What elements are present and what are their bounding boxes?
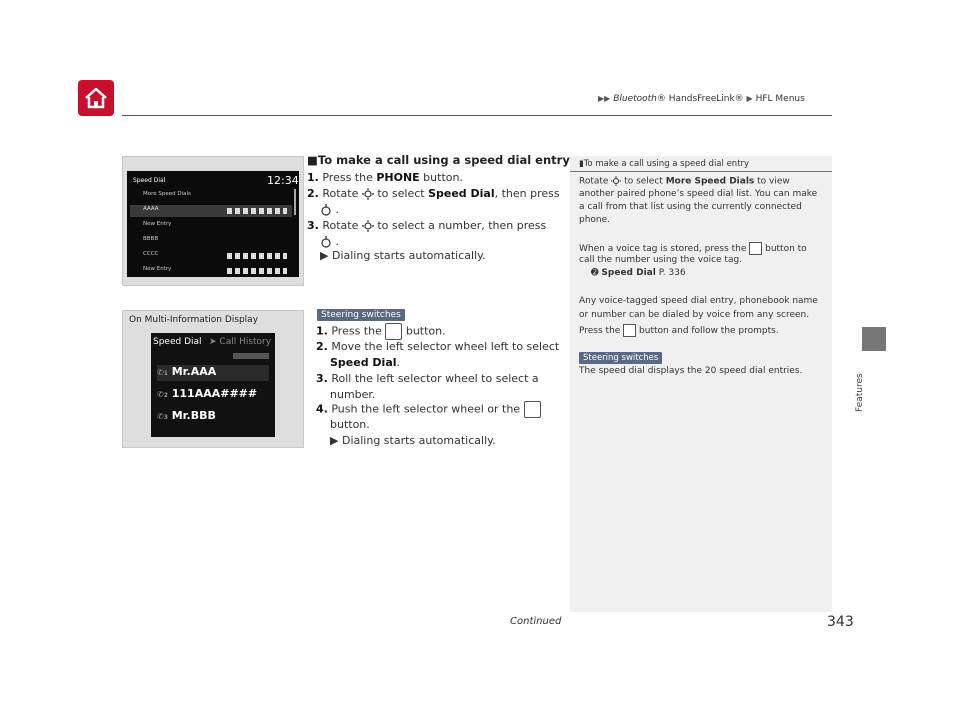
tab-speed-dial[interactable]: Speed Dial xyxy=(153,337,202,347)
note-bold: More Speed Dials xyxy=(665,176,755,187)
page-number: 343 xyxy=(827,614,854,630)
step-text: Move the left selector wheel left to select xyxy=(331,340,560,353)
note-line xyxy=(579,242,807,255)
breadcrumb xyxy=(598,94,805,104)
audio-display xyxy=(127,171,299,277)
tab-call-history-label: Call History xyxy=(219,337,272,347)
talk-button-icon xyxy=(749,242,762,255)
note-text: When a voice tag is stored, press the xyxy=(579,244,750,254)
result-arrow-icon: ▶ xyxy=(320,249,329,262)
notes-divider xyxy=(570,171,832,172)
press-knob-icon xyxy=(320,204,332,216)
step-text: to select a number, then press xyxy=(373,219,547,232)
phone-button-icon xyxy=(385,323,402,340)
list-item-number: 3 xyxy=(163,414,168,421)
figure-caption: On Multi-Information Display xyxy=(129,315,259,325)
step-b2-cont xyxy=(330,355,400,371)
number-obscured xyxy=(227,208,287,214)
phone-icon: ✆ xyxy=(157,412,164,421)
step-a2-cont: . xyxy=(320,202,339,218)
step-text: , then press xyxy=(494,187,560,200)
list-item-label: Mr.BBB xyxy=(171,409,216,422)
list-item-number: 1 xyxy=(163,370,168,377)
talk-button-icon xyxy=(623,324,636,337)
step-b2 xyxy=(316,339,559,355)
breadcrumb-item-bluetooth[interactable]: Bluetooth xyxy=(613,94,657,104)
audio-screen-figure xyxy=(122,156,304,286)
step-text: button. xyxy=(402,324,446,338)
steering-switches-tag: Steering switches xyxy=(579,352,662,364)
section-bullet-icon: ■ xyxy=(307,153,318,167)
step-text: . xyxy=(396,356,401,369)
ref-title: Speed Dial xyxy=(601,268,656,278)
home-button[interactable] xyxy=(78,80,114,116)
screen-clock: 12:34 xyxy=(267,174,299,187)
ref-page: P. 336 xyxy=(658,268,686,278)
step-text: Press the xyxy=(322,171,377,184)
step-b1 xyxy=(316,323,446,340)
section-title: To make a call using a speed dial entry xyxy=(317,153,570,167)
breadcrumb-item-hfl-menus[interactable]: HFL Menus xyxy=(755,94,805,104)
continued-label: Continued xyxy=(510,616,562,627)
note-line: phone. xyxy=(579,215,611,225)
step-a3-cont: . xyxy=(320,234,339,250)
note-line: a call from that list using the currently connected xyxy=(579,202,802,212)
step-bold: Speed Dial xyxy=(330,356,397,369)
tab-arrow-icon: ➤ xyxy=(209,337,220,347)
list-item[interactable]: CCCC xyxy=(143,251,159,257)
step-number: 2. xyxy=(316,340,328,353)
header-divider xyxy=(122,115,832,116)
step-text: to select xyxy=(373,187,429,200)
list-item[interactable]: More Speed Dials xyxy=(143,191,191,197)
list-item[interactable] xyxy=(157,409,216,422)
cross-ref-icon: ➋ xyxy=(591,268,599,278)
list-item[interactable]: BBBB xyxy=(143,236,159,242)
scrollbar[interactable] xyxy=(294,189,296,215)
step-text: number. xyxy=(330,388,376,401)
note-text: Press the xyxy=(579,326,624,336)
list-item-number: 2 xyxy=(163,392,168,399)
mid-display xyxy=(151,333,275,437)
breadcrumb-item-hfl[interactable]: ® HandsFreeLink® xyxy=(656,94,744,104)
list-item[interactable] xyxy=(157,387,257,400)
signal-status-icon xyxy=(233,353,269,359)
note-line: The speed dial displays the 20 speed dial entries. xyxy=(579,366,803,376)
note-line: call the number using the voice tag. xyxy=(579,255,743,265)
note-text: to view xyxy=(754,176,790,187)
list-item[interactable]: New Entry xyxy=(143,266,172,272)
result-text: Dialing starts automatically. xyxy=(341,434,496,447)
step-number: 2. xyxy=(307,187,319,200)
list-item[interactable]: New Entry xyxy=(143,221,172,227)
step-b4 xyxy=(316,401,541,418)
note-text: button and follow the prompts. xyxy=(636,326,779,336)
step-text: Roll the left selector wheel to select a xyxy=(331,372,539,385)
tab-call-history[interactable] xyxy=(209,337,271,347)
notes-title-text: To make a call using a speed dial entry xyxy=(583,159,750,169)
note-line xyxy=(579,324,779,337)
selector-knob-icon xyxy=(362,188,374,200)
phone-icon: ✆ xyxy=(157,390,164,399)
breadcrumb-arrow-icon: ▶ xyxy=(746,94,753,103)
step-text: Push the left selector wheel or the xyxy=(331,402,524,416)
step-a-result xyxy=(320,248,486,264)
note-text: Rotate xyxy=(579,176,612,187)
step-bold: Speed Dial xyxy=(428,187,495,200)
step-number: 4. xyxy=(316,402,328,416)
step-text: Press the xyxy=(331,324,386,338)
note-text: to select xyxy=(621,176,666,187)
note-line: Any voice-tagged speed dial entry, phonebook name xyxy=(579,296,818,306)
number-obscured xyxy=(227,253,287,259)
list-item-label: 111AAA#### xyxy=(171,387,258,400)
step-text: Rotate xyxy=(322,219,362,232)
number-obscured xyxy=(227,268,287,274)
breadcrumb-arrow-icon: ▶▶ xyxy=(598,94,611,103)
step-bold: PHONE xyxy=(376,171,420,184)
step-text: button. xyxy=(419,171,463,184)
list-item[interactable]: AAAA xyxy=(143,206,159,212)
selector-knob-icon xyxy=(362,220,374,232)
screen-title: Speed Dial xyxy=(133,177,166,184)
home-icon xyxy=(78,80,114,116)
note-icon: ▮ xyxy=(579,159,584,169)
step-text: Rotate xyxy=(322,187,362,200)
step-number: 1. xyxy=(316,324,328,338)
note-line xyxy=(579,176,790,187)
section-tab-label: Features xyxy=(855,373,865,413)
step-text: button. xyxy=(330,418,370,431)
press-knob-icon xyxy=(320,236,332,248)
step-number: 3. xyxy=(307,219,319,232)
step-a2 xyxy=(307,186,560,202)
list-item[interactable] xyxy=(157,365,216,378)
mid-screen-figure xyxy=(122,310,304,448)
step-number: 3. xyxy=(316,372,328,385)
section-heading xyxy=(307,153,570,167)
result-text: Dialing starts automatically. xyxy=(331,249,486,262)
step-b3 xyxy=(316,371,539,387)
selector-knob-icon xyxy=(611,176,621,186)
phone-icon: ✆ xyxy=(157,368,164,377)
notes-title xyxy=(579,159,749,169)
note-line: or number can be dialed by voice from any screen. xyxy=(579,310,810,320)
step-number: 1. xyxy=(307,171,319,184)
steering-switches-tag: Steering switches xyxy=(317,309,405,321)
phone-button-icon xyxy=(524,401,541,418)
note-line: another paired phone’s speed dial list. You can make xyxy=(579,189,818,199)
step-b-result xyxy=(330,433,496,449)
section-tab-marker xyxy=(862,327,886,351)
cross-reference[interactable] xyxy=(591,268,686,278)
result-arrow-icon: ▶ xyxy=(330,434,339,447)
list-item-label: Mr.AAA xyxy=(171,365,217,378)
note-text: button to xyxy=(762,244,807,254)
step-b4-cont xyxy=(330,417,370,433)
step-a3 xyxy=(307,218,546,234)
step-a1 xyxy=(307,170,463,186)
